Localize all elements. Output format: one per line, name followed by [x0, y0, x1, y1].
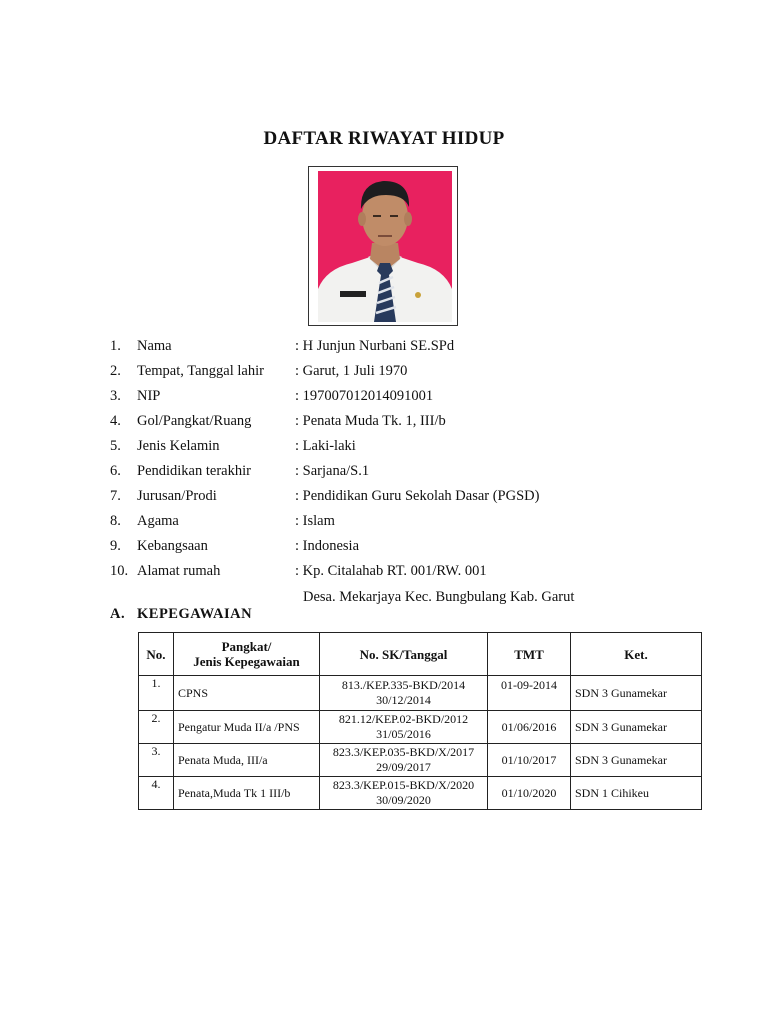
kepegawaian-table [138, 632, 702, 810]
header-tmt: TMT [488, 633, 571, 676]
bio-value: : Garut, 1 Juli 1970 [295, 363, 408, 379]
bio-number: 10. [110, 563, 129, 579]
section-heading-kepegawaian [110, 606, 252, 623]
bio-number: 4. [110, 413, 121, 429]
cell-sk: 813./KEP.335-BKD/2014 30/12/2014 [320, 676, 488, 711]
cell-tmt: 01-09-2014 [488, 676, 571, 711]
cell-sk: 821.12/KEP.02-BKD/2012 31/05/2016 [320, 711, 488, 744]
bio-number: 9. [110, 538, 121, 554]
cell-pangkat: Penata,Muda Tk 1 III/b [174, 777, 320, 810]
bio-label: Kebangsaan [137, 538, 208, 554]
cell-pangkat: Penata Muda, III/a [174, 744, 320, 777]
cell-sk: 823.3/KEP.015-BKD/X/2020 30/09/2020 [320, 777, 488, 810]
bio-value: : Sarjana/S.1 [295, 463, 370, 479]
section-number: A. [110, 606, 126, 622]
bio-label: Agama [137, 513, 179, 529]
bio-value: : H Junjun Nurbani SE.SPd [295, 338, 455, 354]
profile-photo [318, 171, 452, 322]
table-row [139, 711, 702, 744]
bio-label: Alamat rumah [137, 563, 221, 579]
header-ket: Ket. [571, 633, 702, 676]
bio-value: : 197007012014091001 [295, 388, 434, 404]
bio-value: : Laki-laki [295, 438, 356, 454]
bio-value: : Pendidikan Guru Sekolah Dasar (PGSD) [295, 488, 540, 504]
bio-number: 3. [110, 388, 121, 404]
table-row [139, 777, 702, 810]
bio-label: Pendidikan terakhir [137, 463, 251, 479]
bio-number: 2. [110, 363, 121, 379]
cell-pangkat: CPNS [174, 676, 320, 711]
bio-number: 6. [110, 463, 121, 479]
header-no: No. [139, 633, 174, 676]
bio-label: Nama [137, 338, 172, 354]
bio-number: 5. [110, 438, 121, 454]
profile-photo-frame [308, 166, 458, 326]
cell-ket: SDN 3 Gunamekar [571, 711, 702, 744]
bio-number: 8. [110, 513, 121, 529]
bio-value: : Kp. Citalahab RT. 001/RW. 001 [295, 563, 487, 579]
bio-value: : Indonesia [295, 538, 360, 554]
table-header-row [139, 633, 702, 676]
cell-ket: SDN 3 Gunamekar [571, 676, 702, 711]
person-photo-icon [318, 171, 452, 322]
address-continuation: Desa. Mekarjaya Kec. Bungbulang Kab. Garut [303, 589, 575, 605]
bio-label: Jenis Kelamin [137, 438, 220, 454]
cell-sk: 823.3/KEP.035-BKD/X/2017 29/09/2017 [320, 744, 488, 777]
bio-number: 7. [110, 488, 121, 504]
document-title: DAFTAR RIWAYAT HIDUP [263, 128, 505, 149]
cell-no: 3. [139, 744, 174, 777]
cell-tmt: 01/10/2020 [488, 777, 571, 810]
cell-tmt: 01/10/2017 [488, 744, 571, 777]
table-row [139, 744, 702, 777]
header-pangkat: Pangkat/ Jenis Kepegawaian [174, 633, 320, 676]
cell-ket: SDN 3 Gunamekar [571, 744, 702, 777]
cell-no: 4. [139, 777, 174, 810]
cell-no: 2. [139, 711, 174, 744]
bio-label: Jurusan/Prodi [137, 488, 217, 504]
cell-tmt: 01/06/2016 [488, 711, 571, 744]
cell-ket: SDN 1 Cihikeu [571, 777, 702, 810]
bio-value: : Islam [295, 513, 335, 529]
cell-pangkat: Pengatur Muda II/a /PNS [174, 711, 320, 744]
section-title: KEPEGAWAIAN [137, 606, 253, 622]
bio-label: Tempat, Tanggal lahir [137, 363, 264, 379]
bio-value: : Penata Muda Tk. 1, III/b [295, 413, 446, 429]
table-row [139, 676, 702, 711]
bio-label: Gol/Pangkat/Ruang [137, 413, 252, 429]
cell-no: 1. [139, 676, 174, 711]
bio-number: 1. [110, 338, 121, 354]
header-sk: No. SK/Tanggal [320, 633, 488, 676]
bio-label: NIP [137, 388, 161, 404]
